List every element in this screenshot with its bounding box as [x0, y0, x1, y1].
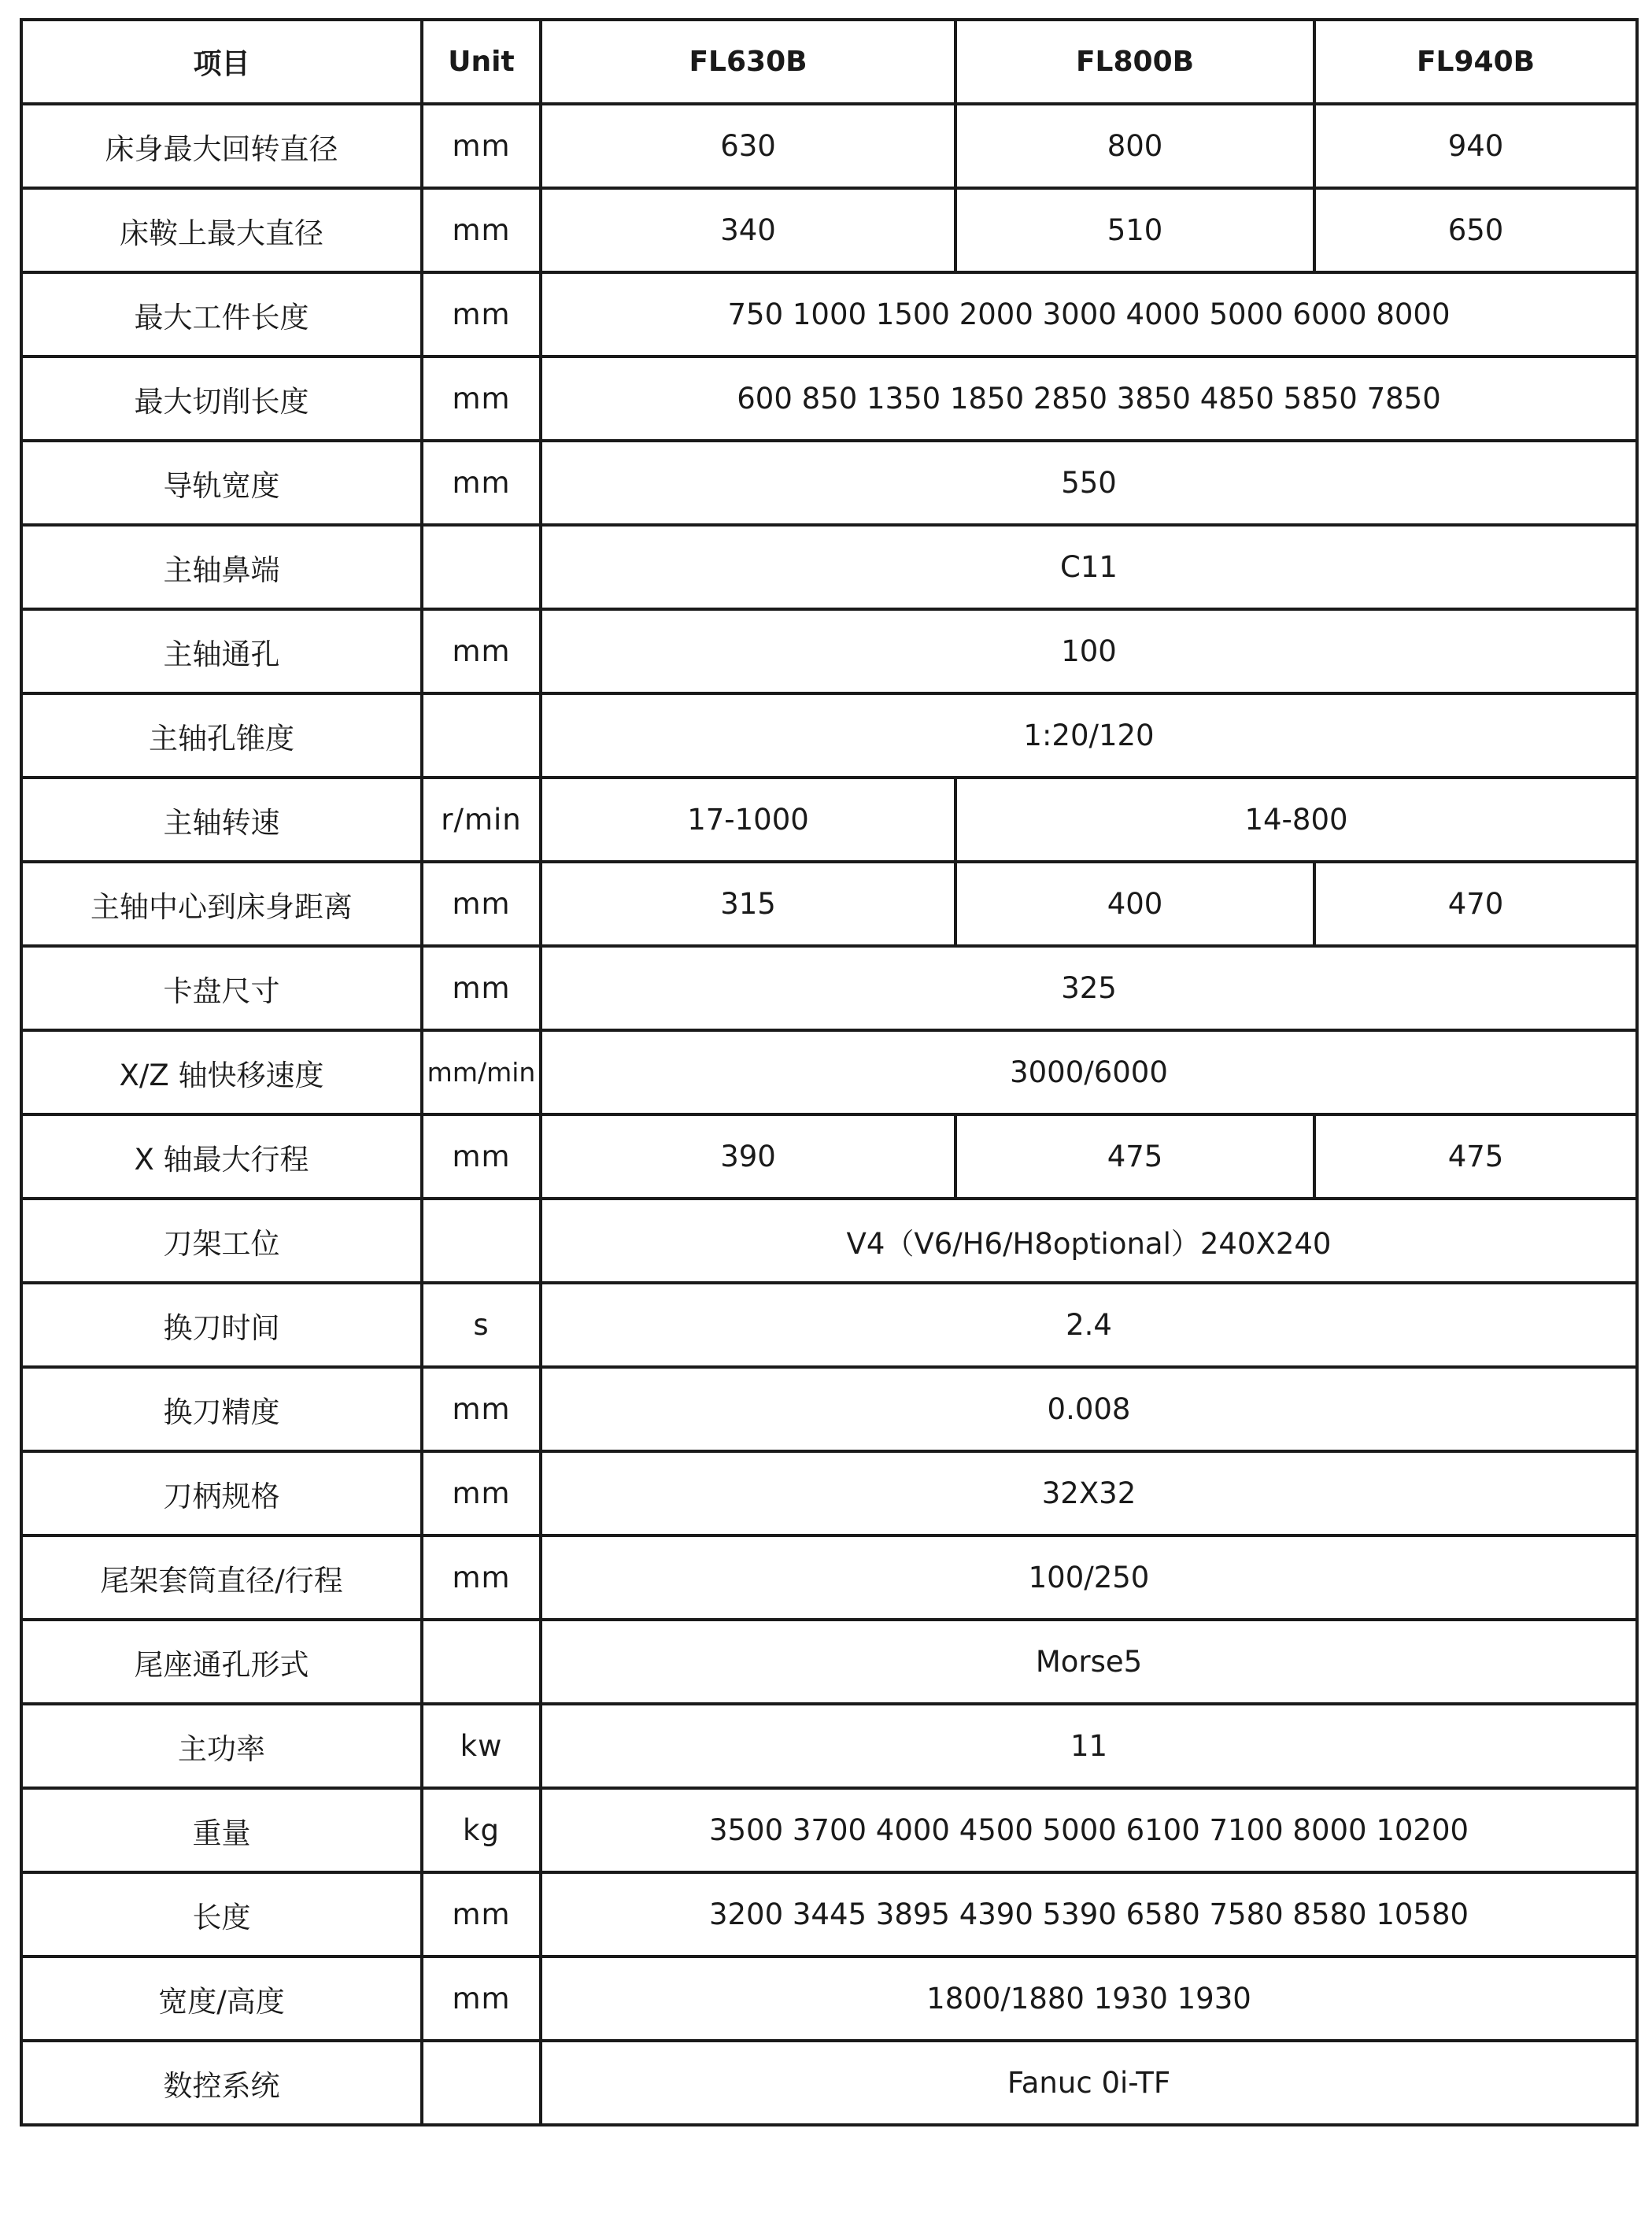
table-row [21, 1704, 1637, 1788]
row-label: 最大切削长度 [21, 357, 422, 441]
value-fl630b: 630 [541, 104, 955, 188]
value-fl940b: 650 [1314, 188, 1637, 272]
row-label: 尾架套筒直径/行程 [21, 1535, 422, 1620]
value-all-models: 0.008 [541, 1367, 1637, 1451]
value-all-models: 325 [541, 946, 1637, 1030]
value-fl630b: 315 [541, 862, 955, 946]
row-label: 床身最大回转直径 [21, 104, 422, 188]
row-label: 刀柄规格 [21, 1451, 422, 1535]
table-row [21, 1451, 1637, 1535]
row-label: 重量 [21, 1788, 422, 1872]
row-unit: mm [422, 1957, 541, 2041]
row-unit [422, 525, 541, 609]
header-model-fl630b: FL630B [541, 20, 955, 104]
row-label: 卡盘尺寸 [21, 946, 422, 1030]
value-all-models: 100 [541, 609, 1637, 693]
table-row [21, 1114, 1637, 1199]
header-model-fl940b: FL940B [1314, 20, 1637, 104]
row-unit: mm [422, 1535, 541, 1620]
row-label: X 轴最大行程 [21, 1114, 422, 1199]
table-row [21, 525, 1637, 609]
table-row [21, 778, 1637, 862]
row-label: 主轴转速 [21, 778, 422, 862]
table-row [21, 2041, 1637, 2125]
spec-table [20, 18, 1639, 2126]
table-row [21, 1620, 1637, 1704]
value-all-models: 750 1000 1500 2000 3000 4000 5000 6000 8000 [541, 272, 1637, 357]
row-unit: kg [422, 1788, 541, 1872]
table-row [21, 272, 1637, 357]
value-all-models: C11 [541, 525, 1637, 609]
row-label: 换刀时间 [21, 1283, 422, 1367]
value-all-models: 100/250 [541, 1535, 1637, 1620]
row-label: 最大工件长度 [21, 272, 422, 357]
value-all-models: 3500 3700 4000 4500 5000 6100 7100 8000 10200 [541, 1788, 1637, 1872]
value-fl940b: 940 [1314, 104, 1637, 188]
table-row [21, 1957, 1637, 2041]
value-all-models: 32X32 [541, 1451, 1637, 1535]
row-label: 主轴鼻端 [21, 525, 422, 609]
table-row [21, 1367, 1637, 1451]
row-unit: kw [422, 1704, 541, 1788]
row-label: 主轴孔锥度 [21, 693, 422, 778]
row-unit: mm [422, 357, 541, 441]
table-row [21, 1535, 1637, 1620]
row-unit: mm [422, 441, 541, 525]
row-unit [422, 1199, 541, 1283]
value-fl630b: 340 [541, 188, 955, 272]
value-all-models: 3000/6000 [541, 1030, 1637, 1114]
row-unit [422, 1620, 541, 1704]
value-all-models: V4（V6/H6/H8optional）240X240 [541, 1199, 1637, 1283]
value-all-models: 550 [541, 441, 1637, 525]
row-label: X/Z 轴快移速度 [21, 1030, 422, 1114]
value-all-models: 3200 3445 3895 4390 5390 6580 7580 8580 10580 [541, 1872, 1637, 1957]
row-unit: mm [422, 609, 541, 693]
value-fl800b-fl940b: 14-800 [955, 778, 1637, 862]
row-label: 长度 [21, 1872, 422, 1957]
row-unit: s [422, 1283, 541, 1367]
value-fl940b: 470 [1314, 862, 1637, 946]
table-row [21, 1872, 1637, 1957]
row-label: 刀架工位 [21, 1199, 422, 1283]
table-row [21, 693, 1637, 778]
row-unit: mm [422, 104, 541, 188]
row-unit: mm [422, 188, 541, 272]
row-label: 主轴通孔 [21, 609, 422, 693]
value-fl630b: 17-1000 [541, 778, 955, 862]
row-unit: mm [422, 1367, 541, 1451]
row-label: 床鞍上最大直径 [21, 188, 422, 272]
value-all-models: Fanuc 0i-TF [541, 2041, 1637, 2125]
header-unit: Unit [422, 20, 541, 104]
table-row [21, 441, 1637, 525]
value-all-models: 600 850 1350 1850 2850 3850 4850 5850 7850 [541, 357, 1637, 441]
table-row [21, 1030, 1637, 1114]
value-fl800b: 800 [955, 104, 1314, 188]
value-fl800b: 475 [955, 1114, 1314, 1199]
row-unit [422, 693, 541, 778]
value-all-models: 1800/1880 1930 1930 [541, 1957, 1637, 2041]
row-unit [422, 2041, 541, 2125]
value-fl800b: 510 [955, 188, 1314, 272]
row-unit: mm [422, 946, 541, 1030]
value-all-models: 1:20/120 [541, 693, 1637, 778]
row-label: 数控系统 [21, 2041, 422, 2125]
value-all-models: Morse5 [541, 1620, 1637, 1704]
table-row [21, 609, 1637, 693]
row-unit: mm [422, 272, 541, 357]
table-row [21, 1199, 1637, 1283]
row-label: 导轨宽度 [21, 441, 422, 525]
value-fl630b: 390 [541, 1114, 955, 1199]
table-row [21, 1283, 1637, 1367]
table-row [21, 104, 1637, 188]
value-fl800b: 400 [955, 862, 1314, 946]
row-unit: mm/min [422, 1030, 541, 1114]
header-item: 项目 [21, 20, 422, 104]
value-all-models: 11 [541, 1704, 1637, 1788]
row-unit: r/min [422, 778, 541, 862]
table-row [21, 862, 1637, 946]
row-label: 宽度/高度 [21, 1957, 422, 2041]
row-label: 主轴中心到床身距离 [21, 862, 422, 946]
row-unit: mm [422, 1114, 541, 1199]
table-row [21, 357, 1637, 441]
table-row [21, 1788, 1637, 1872]
table-row [21, 188, 1637, 272]
row-label: 尾座通孔形式 [21, 1620, 422, 1704]
row-unit: mm [422, 862, 541, 946]
header-model-fl800b: FL800B [955, 20, 1314, 104]
header-row [21, 20, 1637, 104]
row-unit: mm [422, 1872, 541, 1957]
value-fl940b: 475 [1314, 1114, 1637, 1199]
row-label: 换刀精度 [21, 1367, 422, 1451]
value-all-models: 2.4 [541, 1283, 1637, 1367]
table-row [21, 946, 1637, 1030]
row-unit: mm [422, 1451, 541, 1535]
row-label: 主功率 [21, 1704, 422, 1788]
